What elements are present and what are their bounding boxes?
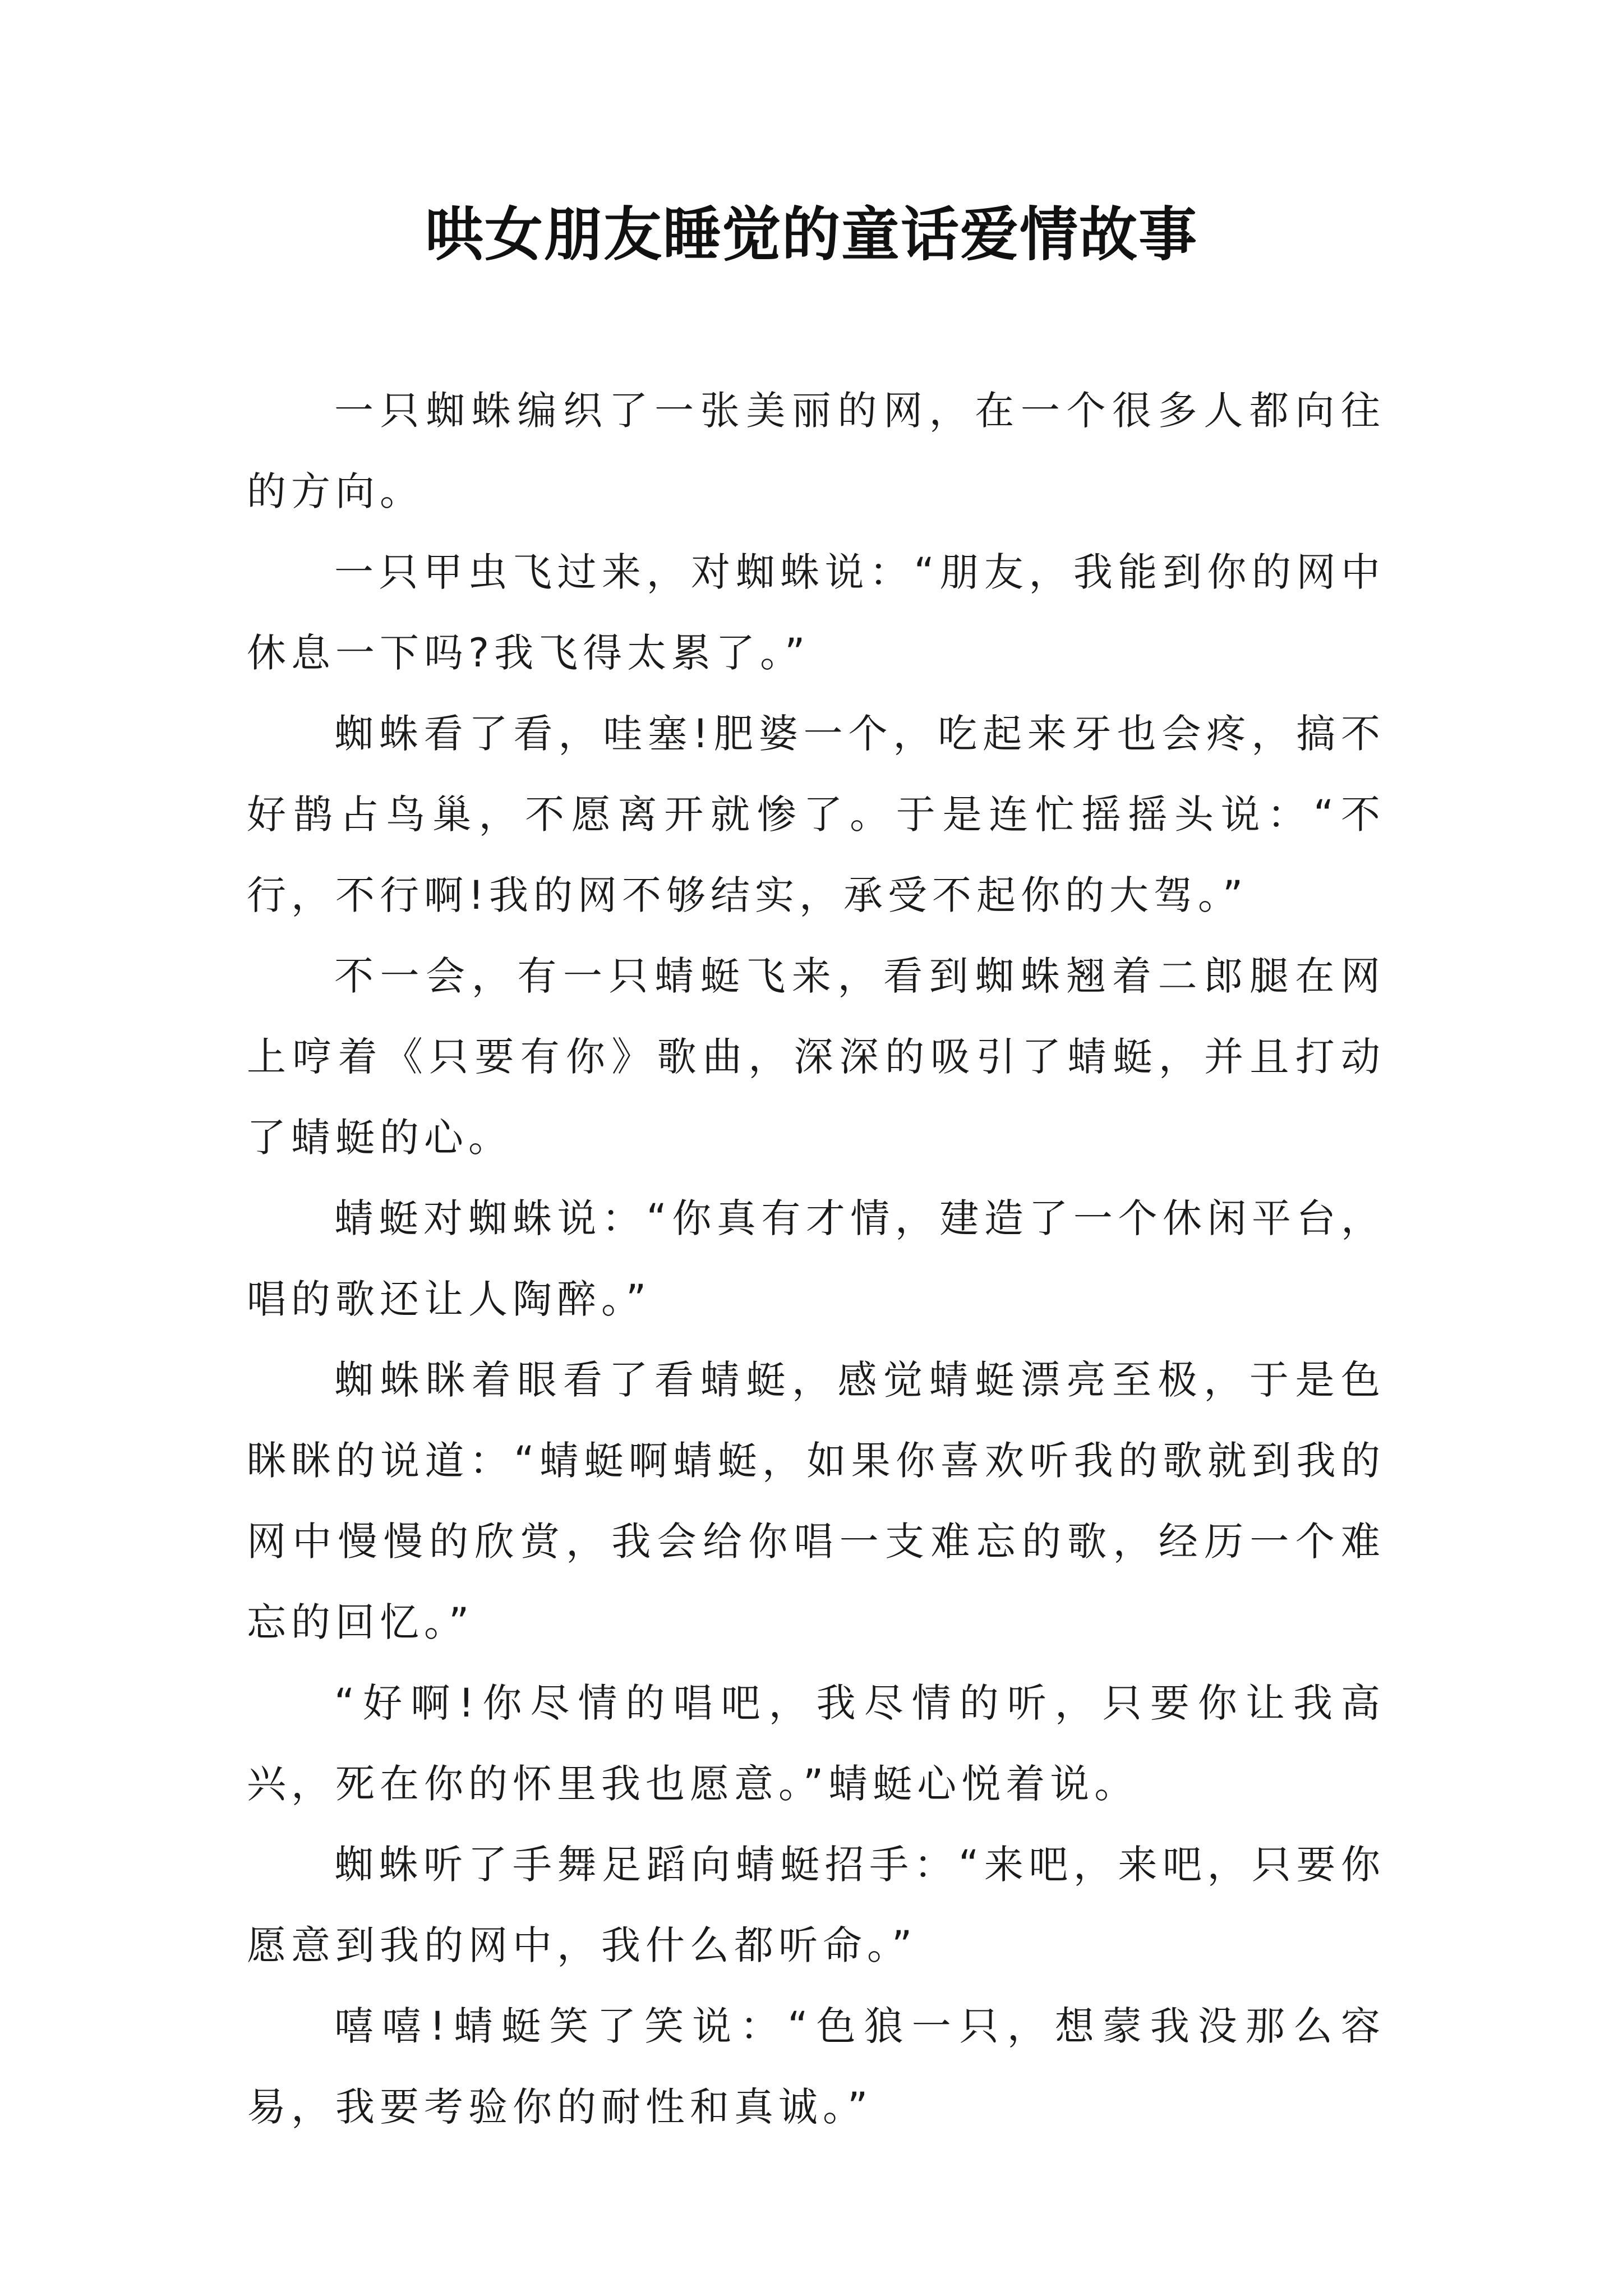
paragraph-5: 蜻蜓对蜘蛛说：“你真有才情，建造了一个休闲平台，唱的歌还让人陶醉。” — [247, 1195, 1385, 1322]
paragraph-9: 嘻嘻!蜻蜓笑了笑说：“色狼一只，想蒙我没那么容易，我要考验你的耐性和真诚。” — [247, 2003, 1385, 2130]
paragraph-1: 一只蜘蛛编织了一张美丽的网，在一个很多人都向往的方向。 — [247, 388, 1385, 514]
paragraph-6: 蜘蛛眯着眼看了看蜻蜓，感觉蜻蜓漂亮至极，于是色眯眯的说道：“蜻蜓啊蜻蜓，如果你喜欢听我的歌就到我的网中慢慢的欣赏，我会给你唱一支难忘的歌，经历一个难忘的回忆。” — [247, 1357, 1385, 1645]
page-title: 哄女朋友睡觉的童话爱情故事 — [425, 200, 1198, 269]
document-body — [247, 370, 1385, 2147]
paragraph-2: 一只甲虫飞过来，对蜘蛛说：“朋友，我能到你的网中休息一下吗?我飞得太累了。” — [247, 549, 1385, 676]
paragraph-3: 蜘蛛看了看，哇塞!肥婆一个，吃起来牙也会疼，搞不好鹊占鸟巢，不愿离开就惨了。于是连忙摇摇头说：“不行，不行啊!我的网不够结实，承受不起你的大驾。” — [247, 711, 1385, 918]
paragraph-4: 不一会，有一只蜻蜓飞来，看到蜘蛛翘着二郎腿在网上哼着《只要有你》歌曲，深深的吸引了蜻蜓，并且打动了蜻蜓的心。 — [247, 953, 1385, 1161]
paragraph-8: 蜘蛛听了手舞足蹈向蜻蜓招手：“来吧，来吧，只要你愿意到我的网中，我什么都听命。” — [247, 1842, 1385, 1968]
paragraph-7: “好啊!你尽情的唱吧，我尽情的听，只要你让我高兴，死在你的怀里我也愿意。”蜻蜓心悦着说。 — [247, 1680, 1385, 1807]
